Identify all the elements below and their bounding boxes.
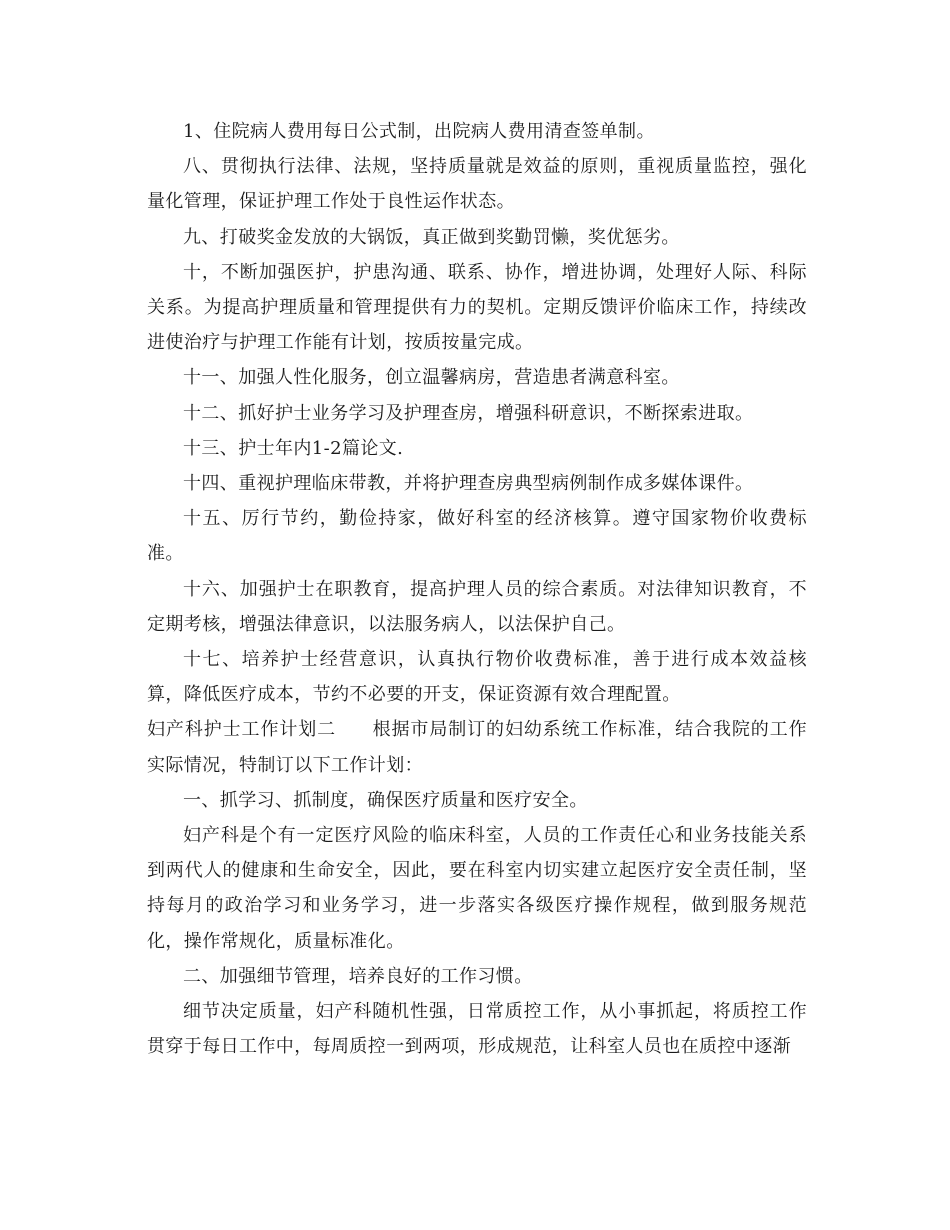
section-heading: 妇产科护士工作计划二: [147, 719, 337, 741]
paragraph-plan-2: 二、加强细节管理，培养良好的工作习惯。: [183, 965, 533, 987]
paragraph-12: 十二、抓好护士业务学习及护理查房，增强科研意识，不断探索进取。: [183, 402, 754, 424]
paragraph-8: 八、贯彻执行法律、法规，坚持质量就是效益的原则，重视质量监控，强化量化管理，保证护理工作处于良性运作状态。: [147, 156, 807, 213]
paragraph-16: 十六、加强护士在职教育，提高护理人员的综合素质。对法律知识教育，不定期考核，增强法律意识，以法服务病人，以法保护自己。: [147, 578, 807, 635]
paragraph-17: 十七、培养护士经营意识，认真执行物价收费标准，善于进行成本效益核算，降低医疗成本，节约不必要的开支，保证资源有效合理配置。: [147, 649, 807, 706]
paragraph-14: 十四、重视护理临床带教，并将护理查房典型病例制作成多媒体课件。: [183, 473, 754, 495]
paragraph-plan-2-body: 细节决定质量，妇产科随机性强，日常质控工作，从小事抓起，将质控工作贯穿于每日工作中，每周质控一到两项，形成规范，让科室人员也在质控中逐渐: [147, 1001, 807, 1058]
paragraph-10: 十，不断加强医护，护患沟通、联系、协作，增进协调，处理好人际、科际关系。为提高护理质量和管理提供有力的契机。定期反馈评价临床工作，持续改进使治疗与护理工作能有计划，按质按量完成。: [147, 261, 807, 354]
section-intro: 根据市局制订的妇幼系统工作标准，结合我院的工作实际情况，特制订以下工作计划：: [147, 719, 807, 776]
section-heading-paragraph: [147, 712, 807, 782]
paragraph-13: 十三、护士年内1-2篇论文.: [183, 437, 404, 459]
paragraph-11: 十一、加强人性化服务，创立温馨病房，营造患者满意科室。: [183, 367, 680, 389]
paragraph-1: 1、住院病人费用每日公式制，出院病人费用清查签单制。: [183, 121, 655, 142]
paragraph-plan-1: 一、抓学习、抓制度，确保医疗质量和医疗安全。: [183, 789, 588, 811]
paragraph-plan-1-body: 妇产科是个有一定医疗风险的临床科室，人员的工作责任心和业务技能关系到两代人的健康和生命安全，因此，要在科室内切实建立起医疗安全责任制，坚持每月的政治学习和业务学习，进一步落实各级医疗操作规程，做到服务规范化，操作常规化，质量标准化。: [147, 825, 807, 952]
paragraph-15: 十五、厉行节约，勤俭持家，做好科室的经济核算。遵守国家物价收费标准。: [147, 508, 807, 565]
document-page: [147, 114, 807, 1064]
paragraph-9: 九、打破奖金发放的大锅饭，真正做到奖勤罚懒，奖优惩劣。: [183, 226, 680, 248]
